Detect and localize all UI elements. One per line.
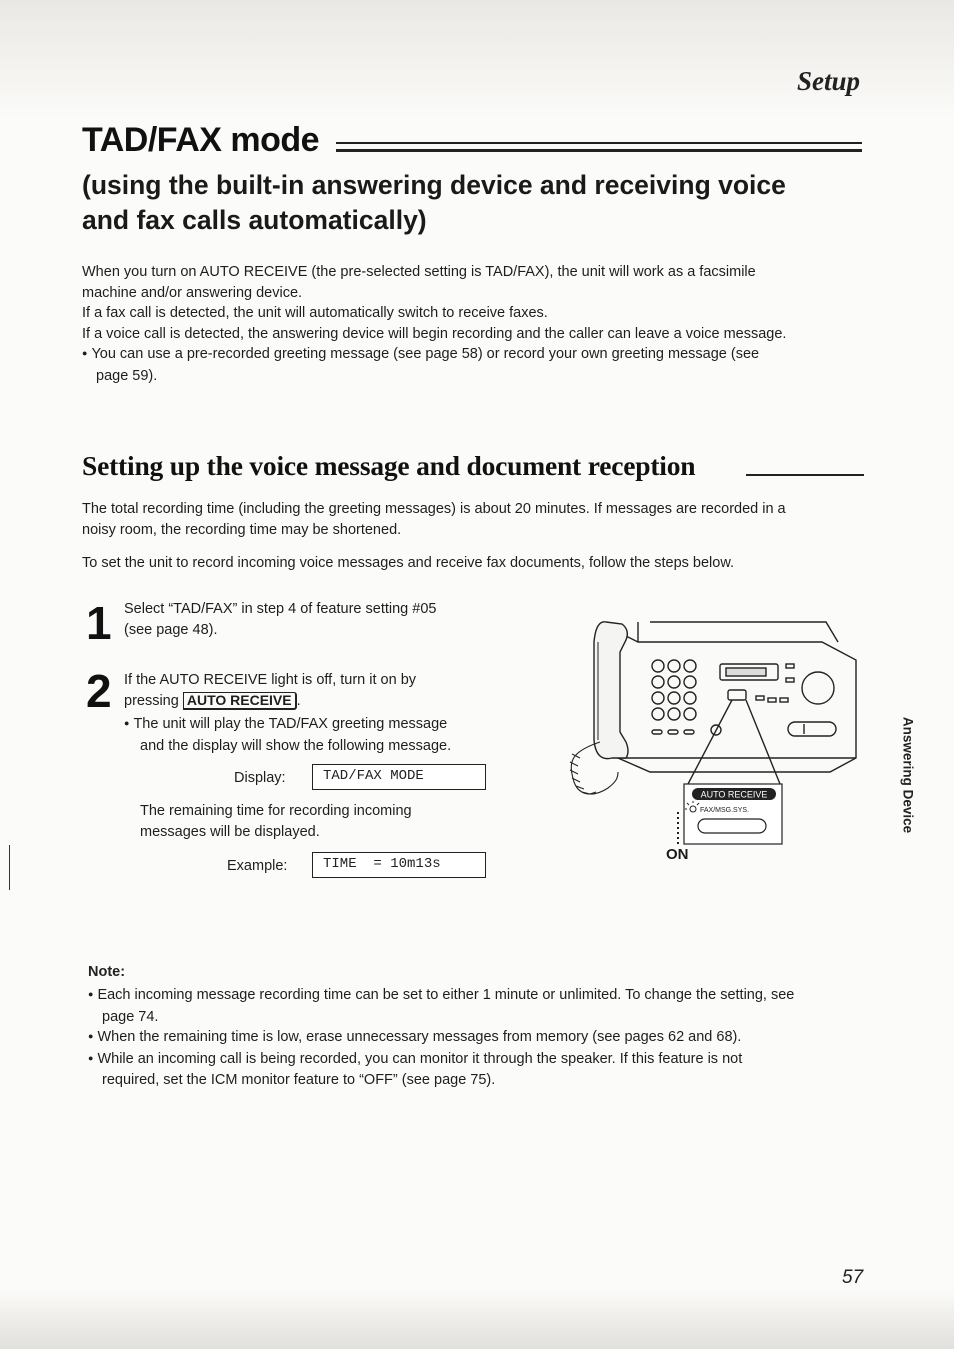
intro-bullet-cont: page 59). — [96, 367, 158, 384]
remain-line: The remaining time for recording incoming — [140, 803, 412, 819]
fax-machine-illustration — [560, 612, 860, 852]
title-rule — [336, 142, 862, 152]
step-2-bullet — [124, 714, 504, 756]
step-2-text — [124, 670, 504, 711]
step-period: . — [296, 692, 301, 709]
margin-mark — [9, 845, 10, 890]
bullet-line: ● The unit will play the TAD/FAX greeting message — [124, 714, 504, 736]
bullet-line-cont: and the display will show the following message. — [140, 737, 452, 754]
subtitle-line-1: (using the built-in answering device and receiving voice — [82, 170, 786, 200]
note-item: ● When the remaining time is low, erase unnecessary messages from memory (see pages 62 and 68). — [88, 1027, 878, 1049]
example-label: Example: — [227, 858, 288, 874]
remaining-time-text — [140, 801, 480, 842]
note-item-cont: required, set the ICM monitor feature to “OFF” (see page 75). — [102, 1072, 496, 1088]
intro-line: When you turn on AUTO RECEIVE (the pre-selected setting is TAD/FAX), the unit will work as a facsimile — [82, 264, 756, 280]
step-line: Select “TAD/FAX” in step 4 of feature setting #05 — [124, 601, 437, 617]
step-line: (see page 48). — [124, 621, 218, 638]
display-lcd: TAD/FAX MODE — [312, 764, 486, 790]
step-pressing: pressing — [124, 692, 179, 709]
display-label: Display: — [234, 770, 286, 786]
paragraph-line: noisy room, the recording time may be shortened. — [82, 521, 402, 538]
page-number: 57 — [842, 1267, 864, 1288]
note-item: ● Each incoming message recording time can be set to either 1 minute or unlimited. To change the setting, see — [88, 985, 878, 1007]
step-line — [124, 691, 504, 712]
step-1-text — [124, 599, 504, 640]
step-line: If the AUTO RECEIVE light is off, turn it on by — [124, 672, 417, 688]
auto-receive-key: AUTO RECEIVE — [183, 692, 297, 710]
step-1-number: 1 — [86, 597, 112, 649]
subtitle-line-2: and fax calls automatically) — [82, 205, 427, 235]
note-heading: Note: — [88, 964, 126, 980]
paragraph-line: The total recording time (including the greeting messages) is about 20 minutes. If messages are recorded in a — [82, 501, 786, 517]
note-item: ● While an incoming call is being recorded, you can monitor it through the speaker. If this feature is not — [88, 1049, 878, 1071]
remain-line: messages will be displayed. — [140, 823, 320, 840]
on-indicator-label: ON — [666, 846, 689, 863]
callout-button-label: AUTO RECEIVE — [700, 789, 768, 800]
intro-line: machine and/or answering device. — [82, 284, 303, 301]
page-subtitle — [82, 168, 872, 238]
callout-sub-label: FAX/MSG.SYS. — [700, 807, 750, 814]
chapter-side-tab-label: Answering Device — [900, 716, 916, 834]
chapter-side-tab — [896, 705, 920, 845]
section-heading: Setting up the voice message and document reception — [82, 450, 696, 481]
intro-bullet: ● You can use a pre-recorded greeting message (see page 58) or record your own greeting message (see — [82, 344, 882, 366]
example-lcd: TIME = 10m13s — [312, 852, 486, 878]
scan-shade-bottom — [0, 1290, 954, 1349]
notes-list — [88, 985, 878, 1091]
intro-line: If a fax call is detected, the unit will automatically switch to receive faxes. — [82, 305, 548, 321]
section-label: Setup — [796, 66, 860, 96]
note-item-cont: page 74. — [102, 1008, 159, 1025]
intro-line: If a voice call is detected, the answering device will begin recording and the caller can leave a voice message. — [82, 325, 787, 342]
scan-shade-top — [0, 0, 954, 118]
section-heading-rule — [746, 474, 864, 476]
steps-intro-paragraph: To set the unit to record incoming voice messages and receive fax documents, follow the steps below. — [82, 555, 735, 571]
intro-paragraph — [82, 262, 882, 386]
page-title: TAD/FAX mode — [82, 121, 320, 159]
recording-time-paragraph — [82, 499, 882, 540]
step-2-number: 2 — [86, 665, 112, 717]
